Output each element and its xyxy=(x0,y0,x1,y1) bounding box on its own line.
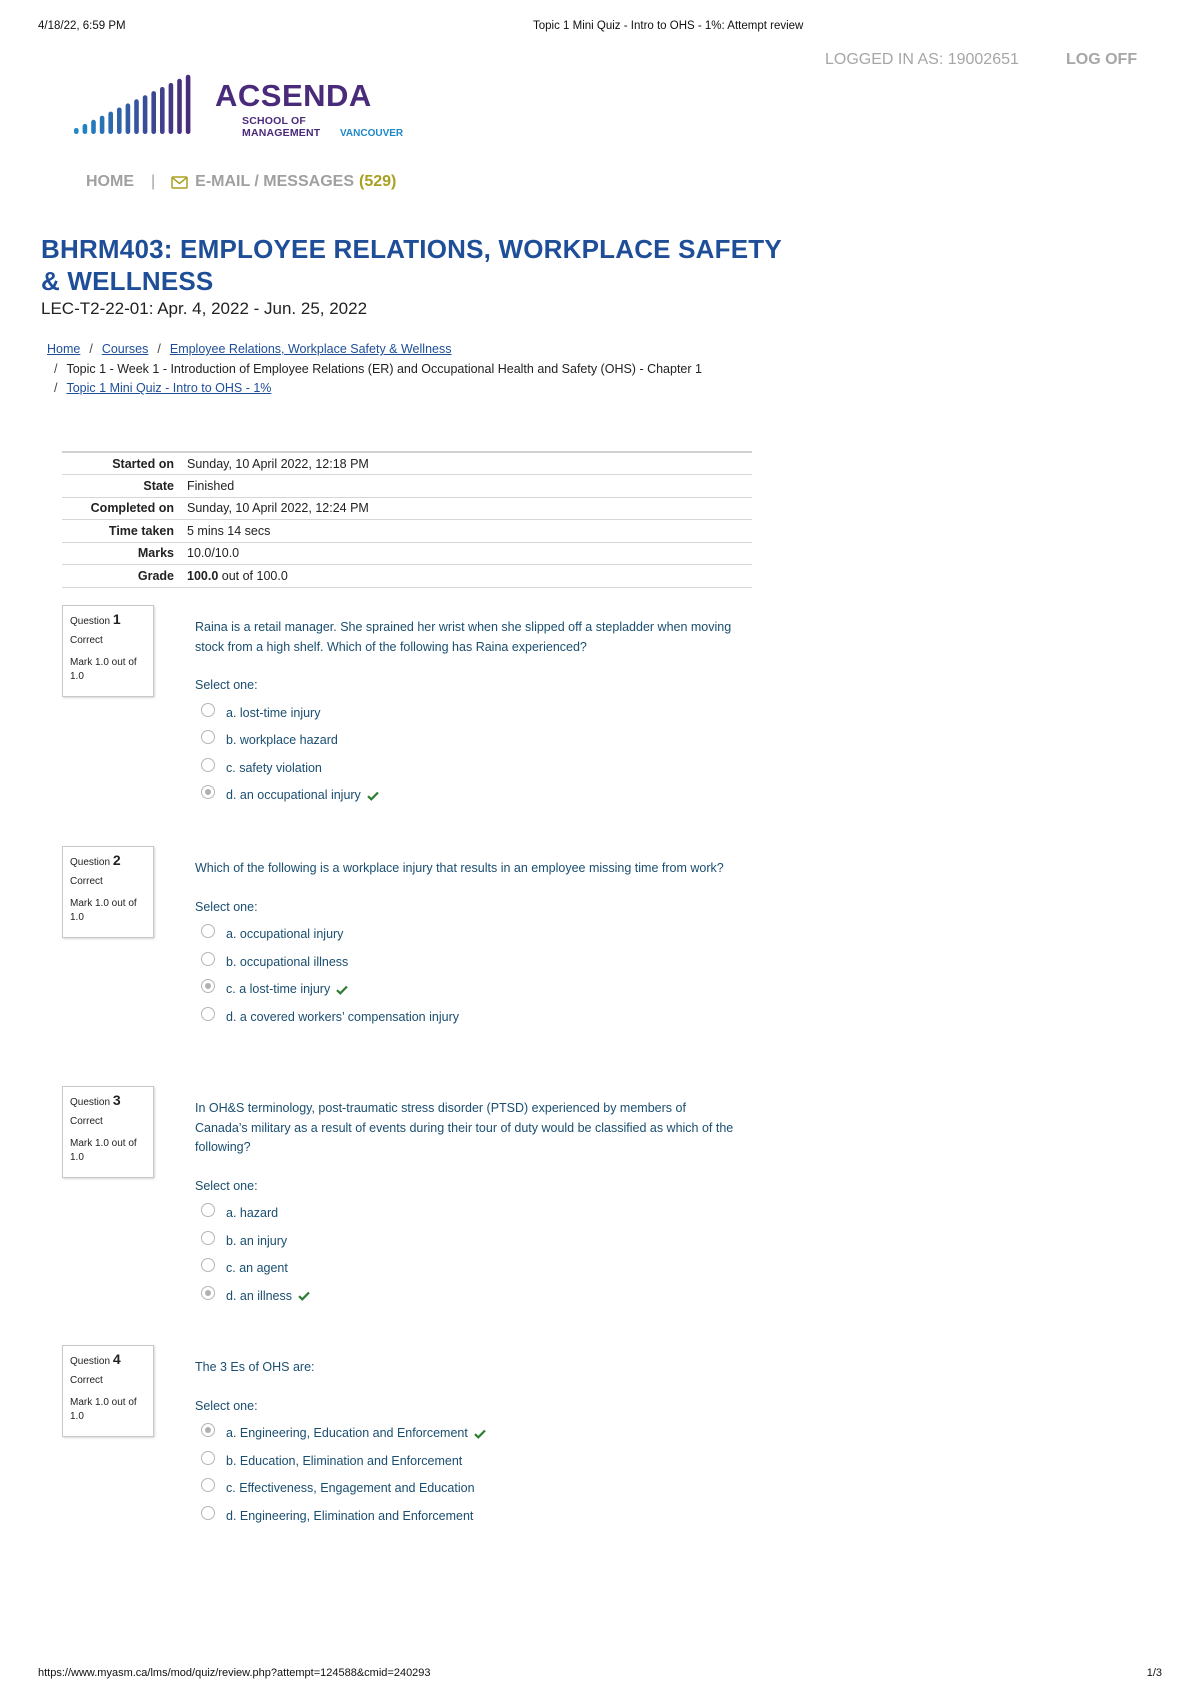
logo-bar xyxy=(160,87,165,134)
radio-button[interactable] xyxy=(201,1478,215,1492)
answer-option[interactable] xyxy=(195,1420,735,1448)
answer-option-label: a. hazard xyxy=(226,1206,279,1220)
logo-bar xyxy=(177,79,182,134)
select-one-prompt: Select one: xyxy=(195,1398,258,1413)
question-state: Correct xyxy=(70,1116,103,1127)
question-state: Correct xyxy=(70,635,103,646)
question-info-box xyxy=(62,1345,154,1437)
radio-button[interactable] xyxy=(201,1451,215,1465)
summary-row xyxy=(62,520,752,543)
breadcrumb-slash: / xyxy=(89,342,93,356)
answer-option[interactable] xyxy=(195,700,735,728)
answer-option-label: a. occupational injury xyxy=(226,927,344,941)
print-title: Topic 1 Mini Quiz - Intro to OHS - 1%: Attempt review xyxy=(533,20,804,32)
question-label-text: Question xyxy=(70,1097,111,1108)
course-dates: LEC-T2-22-01: Apr. 4, 2022 - Jun. 25, 2022 xyxy=(41,299,368,318)
radio-button[interactable] xyxy=(201,1286,215,1300)
log-off-link[interactable]: LOG OFF xyxy=(1066,51,1138,68)
question-text: In OH&S terminology, post-traumatic stress disorder (PTSD) experienced by members of Canada’s military as a result of events during their tour of duty would be classified as which of the following? xyxy=(195,1101,734,1154)
question-text: Which of the following is a workplace injury that results in an employee missing time from work? xyxy=(195,861,724,875)
logo-bar xyxy=(74,128,79,134)
nav-separator: | xyxy=(151,173,156,190)
question-text: The 3 Es of OHS are: xyxy=(195,1360,315,1374)
answer-option-label: c. an agent xyxy=(226,1261,288,1275)
radio-button[interactable] xyxy=(201,730,215,744)
question-content xyxy=(195,1358,735,1530)
checkmark-icon xyxy=(474,1429,486,1439)
question-mark: Mark 1.0 out of 1.0 xyxy=(70,1397,137,1422)
summary-value: Sunday, 10 April 2022, 12:24 PM xyxy=(187,501,369,516)
summary-value: Finished xyxy=(187,478,235,493)
answer-option[interactable] xyxy=(195,1255,735,1283)
logo-bars-icon xyxy=(72,74,197,136)
answer-option[interactable] xyxy=(195,1004,735,1032)
question-info-box xyxy=(62,1086,154,1178)
messages-count[interactable]: (529) xyxy=(359,173,397,190)
answer-option[interactable] xyxy=(195,1283,735,1311)
breadcrumb-home[interactable]: Home xyxy=(47,342,81,356)
question-number: 2 xyxy=(112,852,121,868)
question-mark: Mark 1.0 out of 1.0 xyxy=(70,657,137,682)
select-one-prompt: Select one: xyxy=(195,899,258,914)
question-info-box xyxy=(62,846,154,938)
question-info-box xyxy=(62,605,154,697)
answer-option[interactable] xyxy=(195,1228,735,1256)
answer-option-label: d. an illness xyxy=(226,1288,293,1303)
checkmark-icon xyxy=(367,791,379,801)
grade-outof: out of 100.0 xyxy=(218,568,288,583)
radio-button[interactable] xyxy=(201,1231,215,1245)
question-label xyxy=(70,1093,147,1110)
breadcrumb-section: Topic 1 - Week 1 - Introduction of Employee Relations (ER) and Occupational Health and Safety (OHS) - Chapter 1 xyxy=(66,361,702,376)
logo-bar xyxy=(169,83,174,134)
summary-label: Grade xyxy=(137,568,174,583)
question-label xyxy=(70,612,147,629)
question-label-text: Question xyxy=(70,616,111,627)
acsenda-logo[interactable] xyxy=(72,74,404,144)
question-mark: Mark 1.0 out of 1.0 xyxy=(70,898,137,923)
logo-bar xyxy=(143,95,148,134)
answer-option[interactable] xyxy=(195,755,735,783)
answer-option[interactable] xyxy=(195,1475,735,1503)
answer-option[interactable] xyxy=(195,976,735,1004)
nav-messages-link[interactable]: E-MAIL / MESSAGES xyxy=(195,173,354,190)
question-state: Correct xyxy=(70,876,103,887)
breadcrumb-quiz[interactable]: Topic 1 Mini Quiz - Intro to OHS - 1% xyxy=(66,381,272,395)
answer-option-label: b. workplace hazard xyxy=(226,733,338,747)
summary-row xyxy=(62,475,752,498)
answer-option-label: a. Engineering, Education and Enforcement xyxy=(226,1426,468,1440)
grade-value: 100.0 xyxy=(187,568,219,583)
question-number: 3 xyxy=(112,1092,121,1108)
answer-option-label: d. a covered workers’ compensation injury xyxy=(226,1009,459,1024)
question-content xyxy=(195,859,735,1031)
logo-bar xyxy=(91,120,96,134)
logged-in-label: LOGGED IN AS: 19002651 xyxy=(825,51,1019,68)
page-url: https://www.myasm.ca/lms/mod/quiz/review.php?attempt=124588&cmid=240293 xyxy=(38,1667,431,1679)
radio-button[interactable] xyxy=(201,703,215,717)
answer-option-label: d. an occupational injury xyxy=(226,788,361,802)
answer-option-label: c. safety violation xyxy=(226,760,322,775)
question-label-text: Question xyxy=(70,1356,111,1367)
answer-option-label: b. Education, Elimination and Enforcement xyxy=(226,1453,463,1468)
logo-bar xyxy=(134,99,139,134)
radio-button[interactable] xyxy=(201,1203,215,1217)
radio-button[interactable] xyxy=(201,1258,215,1272)
checkmark-icon xyxy=(336,985,348,995)
answer-option-label: c. Effectiveness, Engagement and Education xyxy=(226,1481,475,1495)
print-footer xyxy=(38,1667,1162,1679)
summary-label: Completed on xyxy=(90,501,174,516)
summary-label: State xyxy=(143,478,174,493)
summary-row xyxy=(62,497,752,520)
logo-bar xyxy=(83,124,88,134)
logo-location: VANCOUVER xyxy=(340,128,404,139)
logo-bar xyxy=(126,103,131,134)
question-mark: Mark 1.0 out of 1.0 xyxy=(70,1138,137,1163)
attempt-summary-table xyxy=(62,451,752,588)
summary-value: 5 mins 14 secs xyxy=(187,523,271,538)
summary-value: 10.0/10.0 xyxy=(187,546,240,561)
course-title: BHRM403: EMPLOYEE RELATIONS, WORKPLACE SAFETY & WELLNESS xyxy=(41,234,782,296)
logo-bar xyxy=(186,75,191,134)
question-content xyxy=(195,618,735,810)
question-content xyxy=(195,1099,735,1310)
page-number: 1/3 xyxy=(1146,1667,1162,1679)
answer-option-label: c. a lost-time injury xyxy=(226,982,331,996)
logo-subtitle: SCHOOL OF MANAGEMENT xyxy=(242,115,321,139)
question-label-text: Question xyxy=(70,857,111,868)
answer-option-label: a. lost-time injury xyxy=(226,705,321,720)
select-one-prompt: Select one: xyxy=(195,678,258,692)
answer-option[interactable] xyxy=(195,921,735,949)
radio-button[interactable] xyxy=(201,952,215,966)
question-label xyxy=(70,853,147,870)
breadcrumb-slash: / xyxy=(54,361,58,376)
print-date: 4/18/22, 6:59 PM xyxy=(38,20,126,32)
radio-button[interactable] xyxy=(201,1007,215,1021)
summary-row xyxy=(62,452,752,475)
question-label xyxy=(70,1352,147,1369)
answer-option-label: d. Engineering, Elimination and Enforcement xyxy=(226,1508,474,1523)
logo-bar xyxy=(117,108,122,135)
question-text: Raina is a retail manager. She sprained her wrist when she slipped off a stepladder when moving stock from a high shelf. Which of the following has Raina experienced? xyxy=(195,620,732,654)
print-header xyxy=(38,20,1162,36)
breadcrumb-slash: / xyxy=(54,381,58,395)
radio-button[interactable] xyxy=(201,979,215,993)
breadcrumb-courses[interactable]: Courses xyxy=(101,342,149,356)
answer-option[interactable] xyxy=(195,1200,735,1228)
breadcrumb-slash: / xyxy=(157,342,161,356)
logo-brand: ACSENDA xyxy=(215,78,372,113)
radio-button[interactable] xyxy=(201,924,215,938)
logo-bar xyxy=(151,91,156,134)
summary-row xyxy=(62,542,752,565)
answer-option[interactable] xyxy=(195,949,735,977)
select-one-prompt: Select one: xyxy=(195,1178,258,1193)
logo-bar xyxy=(100,116,105,134)
summary-row xyxy=(62,565,752,588)
nav-home-link[interactable]: HOME xyxy=(86,173,134,190)
answer-option-label: b. an injury xyxy=(226,1233,288,1248)
breadcrumb xyxy=(47,340,767,399)
summary-label: Time taken xyxy=(108,523,174,538)
question-state: Correct xyxy=(70,1375,103,1386)
radio-button[interactable] xyxy=(201,1423,215,1437)
radio-button[interactable] xyxy=(201,1506,215,1520)
summary-value xyxy=(187,565,752,588)
answer-option[interactable] xyxy=(195,727,735,755)
summary-label: Started on xyxy=(112,456,174,471)
summary-value: Sunday, 10 April 2022, 12:18 PM xyxy=(187,456,369,471)
question-number: 1 xyxy=(112,611,121,627)
answer-option[interactable] xyxy=(195,1503,735,1531)
checkmark-icon xyxy=(298,1291,310,1301)
summary-label: Marks xyxy=(137,546,174,561)
answer-option[interactable] xyxy=(195,782,735,810)
breadcrumb-course[interactable]: Employee Relations, Workplace Safety & Wellness xyxy=(169,342,452,356)
answer-option-label: b. occupational illness xyxy=(226,954,349,969)
main-nav xyxy=(86,173,396,191)
answer-option[interactable] xyxy=(195,1448,735,1476)
question-number: 4 xyxy=(112,1351,121,1367)
logo-bar xyxy=(108,112,113,134)
radio-button[interactable] xyxy=(201,758,215,772)
radio-button[interactable] xyxy=(201,785,215,799)
envelope-icon[interactable] xyxy=(171,176,188,189)
